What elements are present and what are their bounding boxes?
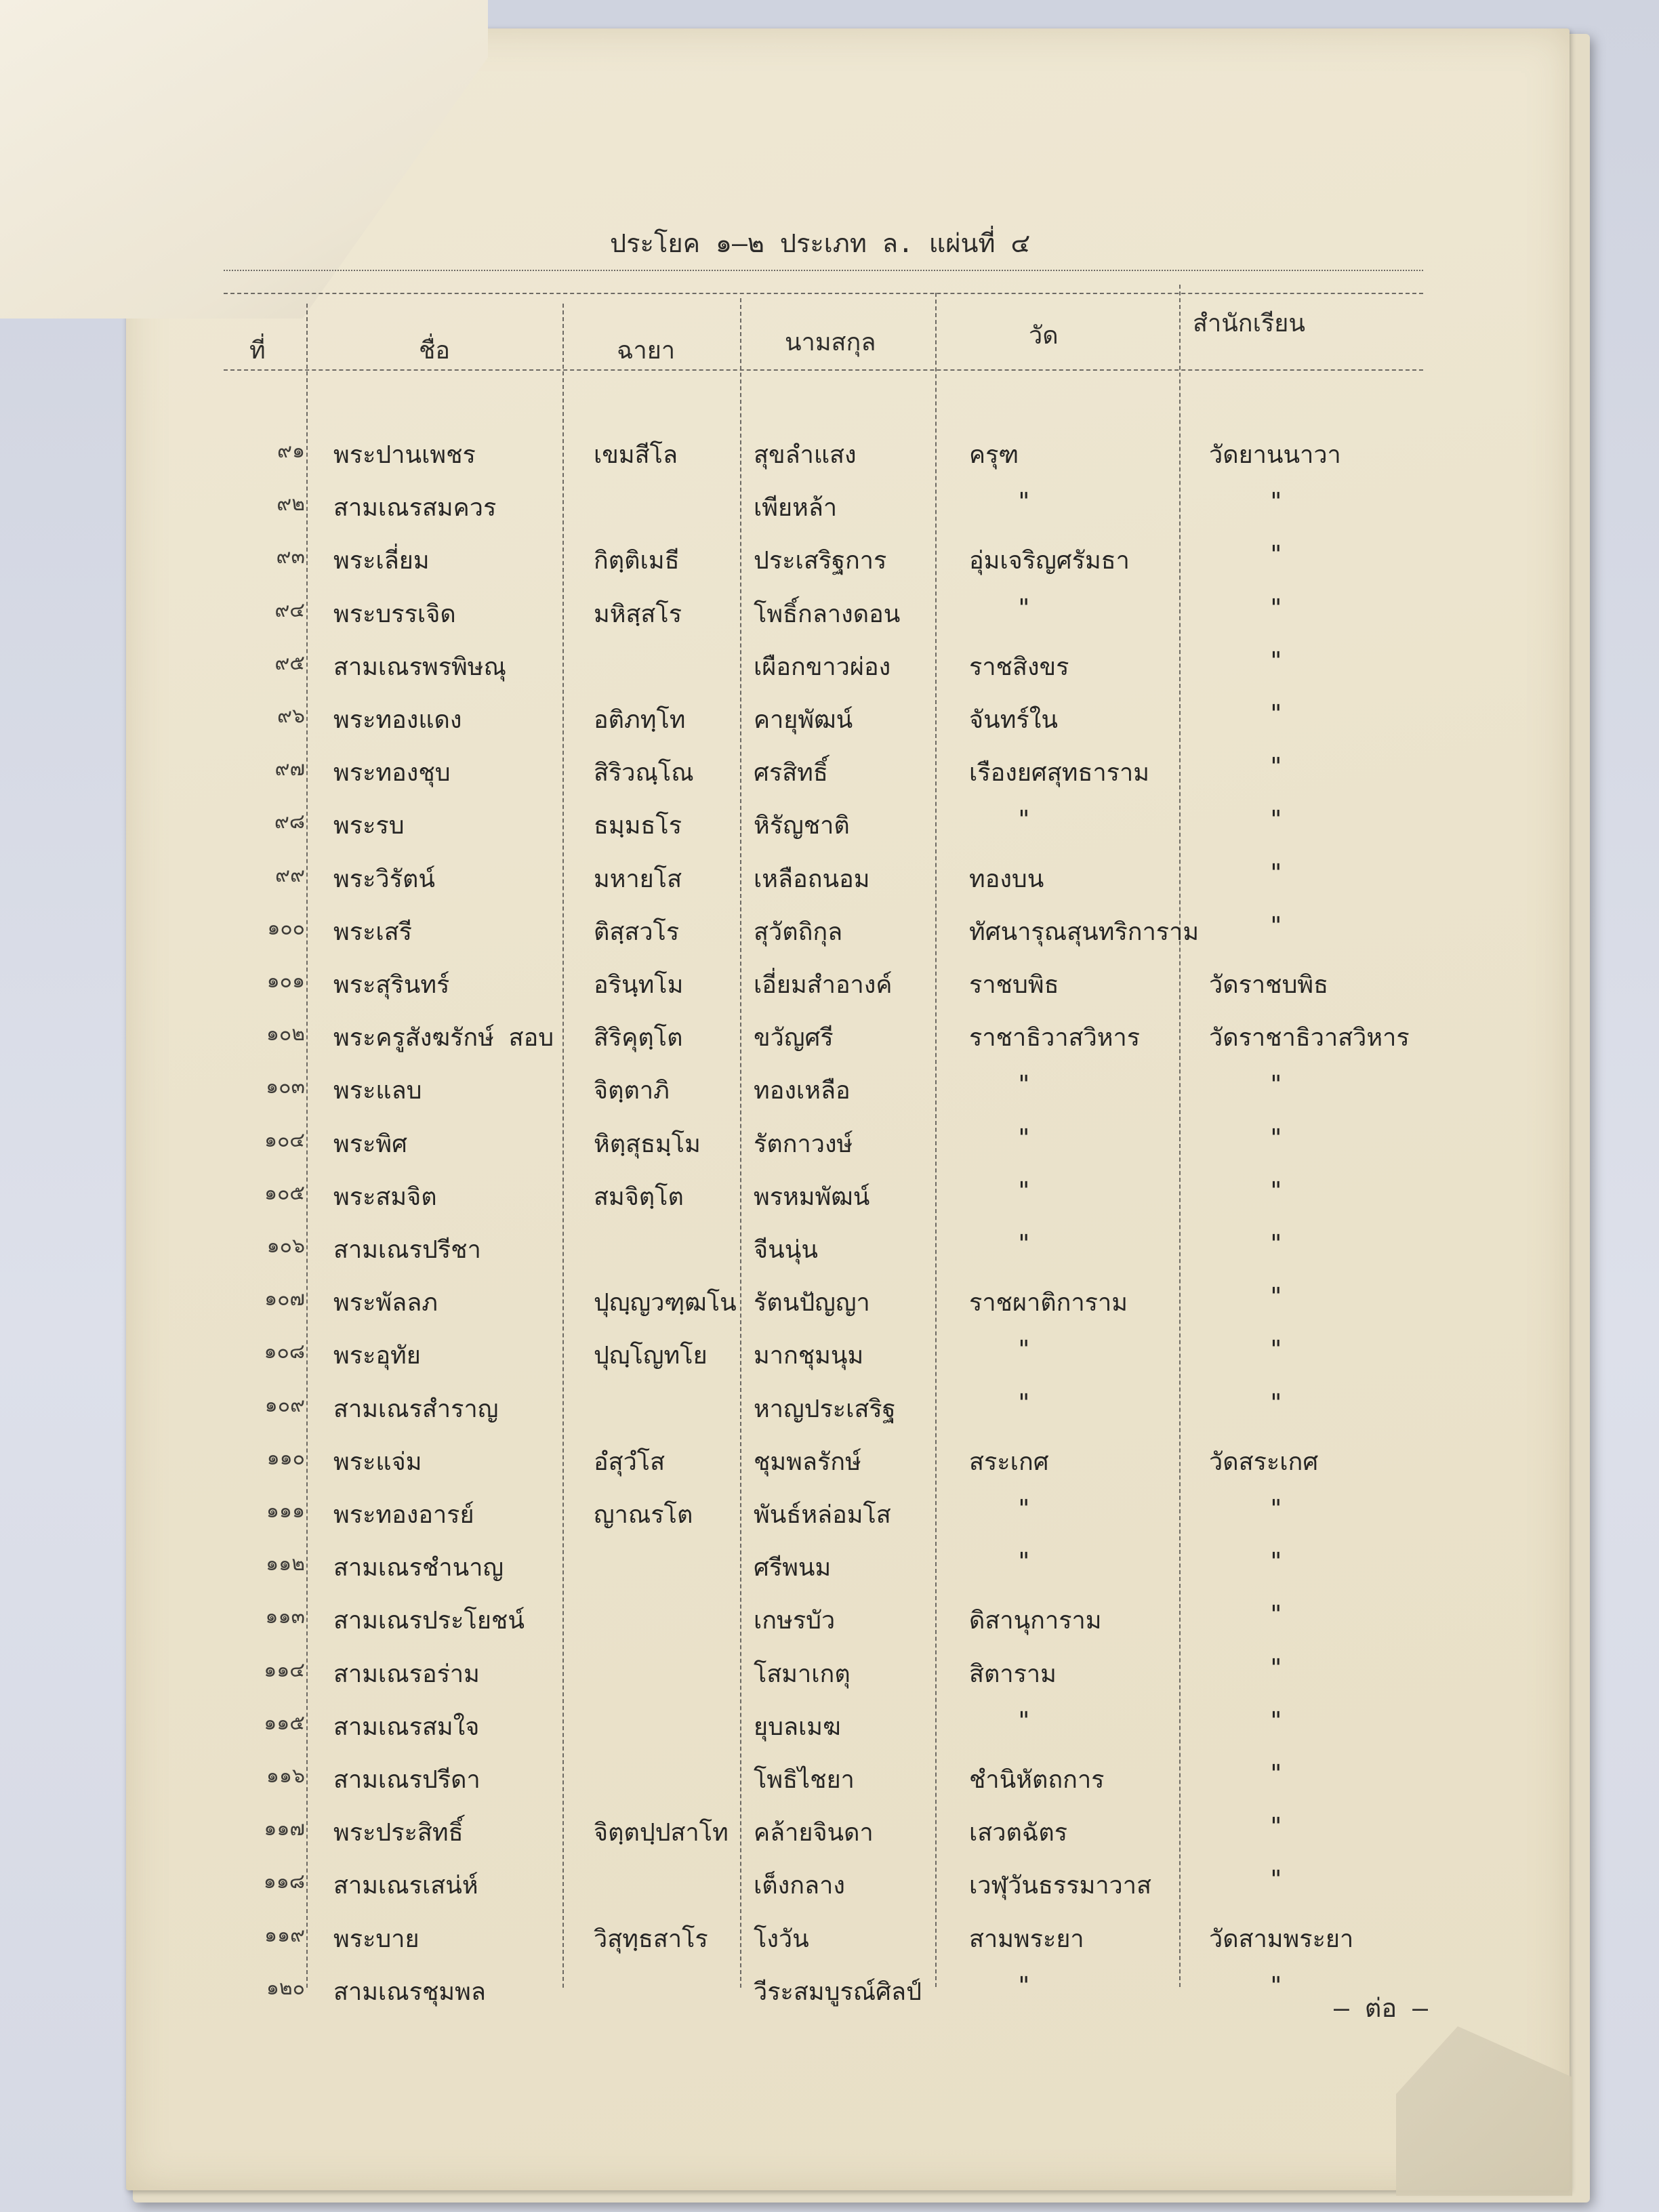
cell-chaya: หิตฺสุธมฺโม [594,1130,701,1158]
cell-school: " [1269,912,1284,940]
table-row [0,965,1659,1012]
cell-name: สามเณรชุมพล [333,1978,486,2006]
cell-chaya: จิตฺตปฺปสาโท [594,1819,729,1847]
cell-name: พระทองแดง [333,706,462,734]
cell-chaya: จิตฺตาภิ [594,1077,670,1105]
header-no: ที่ [249,337,266,365]
cell-wat: " [1017,1124,1031,1152]
cell-wat: ทัศนารุณสุนทริการาม [969,918,1200,946]
cell-surname: เอี่ยมสำอางค์ [754,971,893,999]
cell-school: " [1269,859,1284,887]
cell-name: สามเณรปรีชา [333,1236,481,1264]
cell-surname: คายุพัฒน์ [754,706,853,734]
cell-number: ๙๙ [275,863,305,887]
cell-surname: วีระสมบูรณ์ศิลป์ [754,1978,922,2006]
cell-number: ๑๐๓ [266,1075,305,1099]
cell-chaya: สมจิตฺโต [594,1183,684,1211]
cell-surname: หิรัญชาติ [754,812,850,840]
header-school: สำนักเรียน [1193,310,1305,337]
cell-wat: เสวตฉัตร [969,1819,1068,1847]
table-row [0,1548,1659,1595]
cell-wat: " [1017,488,1031,516]
cell-number: ๙๓ [276,545,305,569]
cell-wat: ราชผาติการาม [969,1289,1128,1317]
cell-school: " [1269,1654,1284,1682]
cell-chaya: ปุญฺญวฑฺฒโน [594,1289,737,1317]
cell-wat: สิตาราม [969,1660,1057,1688]
page-title: ประโยค ๑–๒ ประเภท ล. แผ่นที่ ๔ [610,228,1031,258]
cell-number: ๑๐๕ [264,1181,305,1205]
cell-number: ๑๐๗ [264,1287,305,1311]
cell-chaya: สิริวณฺโณ [594,759,694,787]
table-row [0,541,1659,588]
cell-number: ๑๐๒ [266,1022,305,1046]
cell-number: ๙๗ [274,757,305,781]
cell-number: ๑๒๐ [266,1975,305,2000]
cell-name: พระเลี่ยม [333,547,430,575]
cell-surname: โสมาเกตุ [754,1660,851,1688]
cell-number: ๑๑๕ [264,1711,305,1735]
cell-surname: ศรสิทธิ์ [754,759,828,787]
cell-school: " [1269,488,1284,516]
cell-number: ๑๐๔ [264,1128,305,1152]
cell-school: วัดยานนาวา [1209,441,1341,469]
cell-school: " [1269,1548,1284,1576]
cell-surname: เพียหล้า [754,494,838,523]
continued-marker: – ต่อ – [1334,1993,1429,2023]
cell-wat: ชำนิหัตถการ [969,1766,1105,1794]
cell-name: พระสุรินทร์ [333,971,450,999]
cell-name: พระบรรเจิด [333,600,456,628]
cell-wat: ทองบน [969,865,1044,893]
table-row [0,435,1659,483]
cell-name: พระแจ่ม [333,1448,422,1476]
cell-name: สามเณรชำนาญ [333,1554,504,1582]
table-row [0,806,1659,853]
cell-school: " [1269,647,1284,675]
cell-school: " [1269,1706,1284,1735]
cell-school: " [1269,1071,1284,1099]
cell-chaya: ติสฺสวโร [594,918,680,946]
cell-name: พระสมจิต [333,1183,437,1211]
cell-wat: ราชบพิธ [969,971,1059,999]
cell-surname: โพธิไชยา [754,1766,855,1794]
cell-wat: " [1017,1336,1031,1364]
cell-name: พระประสิทธิ์ [333,1819,464,1847]
cell-name: พระเสรี [333,918,413,946]
cell-surname: เต็งกลาง [754,1872,845,1900]
cell-name: สามเณรสมใจ [333,1713,480,1741]
cell-school: วัดราชาธิวาสวิหาร [1209,1024,1410,1052]
cell-school: " [1269,806,1284,834]
cell-school: " [1269,1495,1284,1523]
cell-chaya: มหายโส [594,865,682,893]
cell-number: ๑๑๒ [266,1552,305,1576]
cell-wat: " [1017,594,1031,622]
cell-school: " [1269,700,1284,728]
table-row [0,859,1659,907]
cell-name: พระรบ [333,812,405,840]
cell-number: ๑๑๑ [266,1499,305,1523]
table-row [0,1760,1659,1807]
cell-surname: รัตกาวงษ์ [754,1130,853,1158]
cell-number: ๑๑๙ [264,1923,305,1947]
header-top-rule [224,293,1423,294]
cell-number: ๙๘ [274,810,305,834]
cell-surname: เหลือถนอม [754,865,870,893]
cell-surname: พันธ์หล่อมโส [754,1501,891,1529]
cell-chaya: อรินฺทโม [594,971,684,999]
cell-surname: โงวัน [754,1925,809,1953]
table-row [0,1442,1659,1490]
cell-surname: สุขลำแสง [754,441,857,469]
cell-wat: อุ่มเจริญศรัมธา [969,547,1130,575]
cell-chaya: ปุญฺโญทโย [594,1342,708,1370]
cell-surname: สุวัตถิกุล [754,918,843,946]
table-row [0,1495,1659,1542]
cell-name: พระพิศ [333,1130,407,1158]
cell-wat: ราชสิงขร [969,653,1069,681]
table-row [0,1230,1659,1277]
header-surname: นามสกุล [785,329,876,356]
cell-chaya: เขมสีโล [594,441,678,469]
cell-wat: " [1017,1071,1031,1099]
cell-chaya: กิตฺติเมธี [594,547,680,575]
table-row [0,1177,1659,1225]
cell-wat: " [1017,806,1031,834]
cell-chaya: วิสุทฺธสาโร [594,1925,708,1953]
cell-wat: " [1017,1548,1031,1576]
table-row [0,1124,1659,1172]
cell-number: ๑๐๙ [264,1393,305,1417]
cell-number: ๑๐๐ [267,916,305,940]
cell-name: พระพัลลภ [333,1289,438,1317]
cell-school: " [1269,1336,1284,1364]
header-bottom-rule [224,369,1423,371]
table-row [0,1389,1659,1437]
table-row [0,1866,1659,1913]
cell-school: " [1269,1813,1284,1841]
cell-surname: เกษรบัว [754,1607,836,1635]
cell-surname: โพธิ์กลางดอน [754,600,901,628]
title-rule [224,270,1423,271]
cell-number: ๙๖ [276,704,305,728]
table-row [0,1336,1659,1383]
cell-wat: ครุฑ [969,441,1019,469]
cell-number: ๙๔ [274,598,305,622]
cell-school: วัดราชบพิธ [1209,971,1329,999]
cell-school: " [1269,1389,1284,1417]
cell-surname: ชุมพลรักษ์ [754,1448,861,1476]
cell-surname: ทองเหลือ [754,1077,851,1105]
cell-surname: พรหมพัฒน์ [754,1183,870,1211]
cell-school: " [1269,1866,1284,1894]
cell-number: ๑๑๐ [266,1446,305,1470]
cell-surname: ศรีพนม [754,1554,832,1582]
cell-name: สามเณรอร่าม [333,1660,480,1688]
cell-name: พระทองชุบ [333,759,451,787]
cell-name: พระบาย [333,1925,419,1953]
cell-number: ๙๕ [274,651,305,675]
cell-wat: ราชาธิวาสวิหาร [969,1024,1141,1052]
cell-surname: หาญประเสริฐ [754,1395,896,1423]
cell-school: " [1269,1124,1284,1152]
cell-school: " [1269,1230,1284,1258]
cell-name: สามเณรประโยชน์ [333,1607,525,1635]
cell-name: สามเณรเสน่ห์ [333,1872,478,1900]
header-name: ชื่อ [419,337,451,365]
cell-wat: จันทร์ใน [969,706,1058,734]
cell-wat: เวฬุวันธรรมาวาส [969,1872,1151,1900]
cell-name: พระวิรัตน์ [333,865,435,893]
cell-number: ๑๐๘ [264,1340,305,1364]
cell-number: ๑๑๗ [264,1817,305,1841]
cell-number: ๑๐๖ [266,1234,305,1258]
cell-surname: ประเสริฐการ [754,547,887,575]
cell-number: ๑๑๘ [263,1870,305,1894]
cell-name: สามเณรปรีดา [333,1766,480,1794]
cell-number: ๑๑๔ [264,1658,305,1682]
cell-wat: " [1017,1706,1031,1735]
cell-surname: ยุบลเมฆ [754,1713,841,1741]
table-row [0,1283,1659,1330]
table-row [0,753,1659,800]
cell-surname: คล้ายจินดา [754,1819,874,1847]
cell-school: " [1269,594,1284,622]
cell-name: สามเณรพรพิษณุ [333,653,506,681]
table-row [0,647,1659,695]
cell-school: " [1269,1760,1284,1788]
cell-chaya: มหิสฺสโร [594,600,682,628]
table-row [0,1018,1659,1065]
cell-school: " [1269,1176,1284,1205]
cell-wat: เรืองยศสุทธาราม [969,759,1149,787]
cell-school: " [1269,753,1284,781]
cell-name: พระปานเพชร [333,441,476,469]
table-row [0,488,1659,535]
cell-surname: ขวัญศรี [754,1024,834,1052]
cell-school: วัดสระเกศ [1209,1448,1319,1476]
cell-surname: จีนนุ่น [754,1236,818,1264]
cell-school: " [1269,541,1284,569]
cell-chaya: ธมฺมธโร [594,812,682,840]
cell-wat: ดิสานุการาม [969,1607,1102,1635]
table-row [0,700,1659,747]
cell-name: สามเณรสำราญ [333,1395,499,1423]
cell-wat: " [1017,1230,1031,1258]
cell-wat: " [1017,1176,1031,1205]
cell-chaya: สิริคุตฺโต [594,1024,683,1052]
cell-wat: " [1017,1971,1031,2000]
cell-wat: สระเกศ [969,1448,1049,1476]
cell-school: วัดสามพระยา [1209,1925,1354,1953]
cell-name: พระครูสังฆรักษ์ สอบ [333,1024,554,1052]
cell-number: ๑๐๑ [266,969,305,993]
cell-name: สามเณรสมควร [333,494,497,523]
table-row [0,912,1659,960]
cell-surname: เผือกขาวผ่อง [754,653,891,681]
cell-number: ๑๑๖ [266,1764,305,1788]
cell-school: " [1269,1601,1284,1629]
table-row [0,1071,1659,1118]
cell-chaya: อติภทฺโท [594,706,686,734]
table-row [0,1601,1659,1648]
cell-number: ๑๑๓ [265,1605,305,1629]
cell-name: พระแลบ [333,1077,422,1105]
cell-surname: มากชุมนุม [754,1342,864,1370]
cell-surname: รัตนปัญญา [754,1289,870,1317]
header-wat: วัด [1029,322,1059,350]
table-row [0,1654,1659,1702]
cell-wat: สามพระยา [969,1925,1084,1953]
header-chaya: ฉายา [617,337,676,365]
cell-chaya: ญาณรโต [594,1501,693,1529]
table-row [0,594,1659,642]
cell-school: " [1269,1283,1284,1311]
cell-wat: " [1017,1495,1031,1523]
table-row [0,1919,1659,1967]
table-row [0,1707,1659,1755]
cell-school: " [1269,1971,1284,2000]
cell-chaya: อํสุวํโส [594,1448,665,1476]
cell-number: ๙๑ [276,439,305,463]
cell-name: พระอุทัย [333,1342,421,1370]
cell-name: พระทองอารย์ [333,1501,474,1529]
cell-number: ๙๒ [276,492,305,516]
cell-wat: " [1017,1389,1031,1417]
table-row [0,1813,1659,1860]
